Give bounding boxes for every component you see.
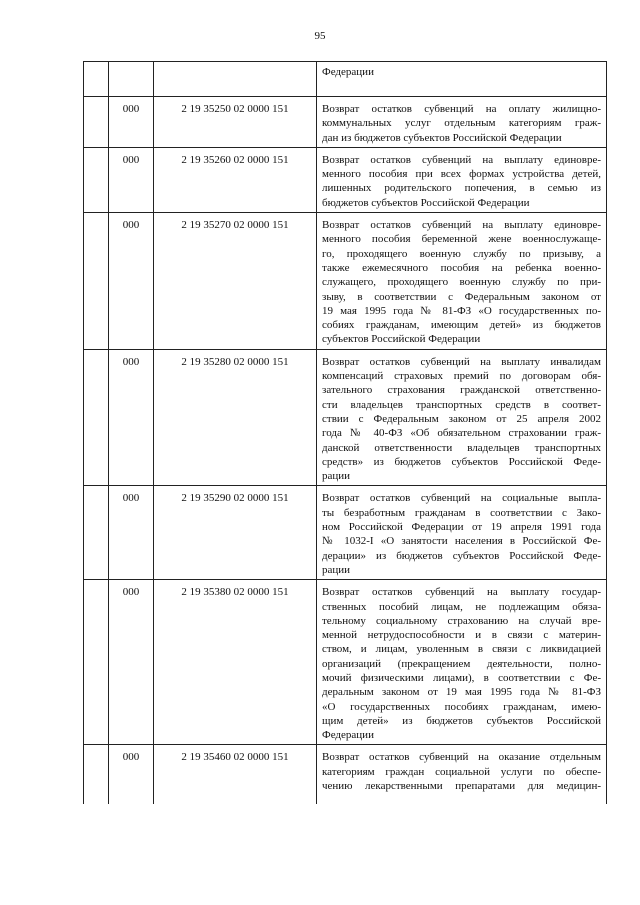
income-name-line: данской ответственности владельцев транспортных xyxy=(322,441,601,454)
income-name-cell xyxy=(317,147,607,212)
income-name-line: Федерации xyxy=(322,66,374,78)
income-name-line: менного пособия беременной жене военнослужаще- xyxy=(322,233,601,246)
budget-code-cell: 2 19 35460 02 0000 151 xyxy=(154,745,317,805)
budget-classification-table xyxy=(83,61,607,804)
income-name-line: дан из бюджетов субъектов Российской Федерации xyxy=(322,131,562,144)
admin-code-cell: 000 xyxy=(109,486,154,580)
income-name-line: года № 40-ФЗ «Об обязательном страховании граж- xyxy=(322,427,601,440)
admin-code-cell: 000 xyxy=(109,349,154,486)
table-row xyxy=(84,147,607,212)
table-row xyxy=(84,97,607,148)
income-name-line: бюджетов субъектов Российской Федерации xyxy=(322,196,530,209)
income-name-line: «О государственных пособиях гражданам, имею- xyxy=(322,700,601,713)
income-name-line: собиях гражданам, имеющим детей» из бюджетов xyxy=(322,319,601,332)
budget-code-cell: 2 19 35270 02 0000 151 xyxy=(154,213,317,350)
income-name-line: также ежемесячного пособия на ребенка военно- xyxy=(322,261,601,274)
table-row xyxy=(84,745,607,805)
income-name-line: рации xyxy=(322,563,351,576)
budget-code-cell xyxy=(154,62,317,97)
income-name-line: дерации» из бюджетов субъектов Российской Феде- xyxy=(322,549,601,562)
income-name-line: Возврат остатков субвенций на выплату инвалидам xyxy=(322,355,601,368)
income-name-line: Возврат остатков субвенций на выплату единовре- xyxy=(322,153,601,166)
income-name-line: менной нетрудоспособности и в связи с материн- xyxy=(322,629,601,642)
empty-cell xyxy=(84,349,109,486)
income-name-line: менного пособия при всех формах устройства детей, xyxy=(322,168,601,181)
income-name-line: го, проходящего военную службу по призыву, а xyxy=(322,247,601,260)
income-name-line: Возврат остатков субвенций на оплату жилищно- xyxy=(322,103,601,115)
income-name-line: ственных пособий лицам, не подлежащим обяза- xyxy=(322,600,601,613)
income-name-cell xyxy=(317,745,607,805)
empty-cell xyxy=(84,213,109,350)
table-row xyxy=(84,486,607,580)
income-name-cell xyxy=(317,580,607,745)
income-name-line: лишенных родительского попечения, в семью из xyxy=(322,182,601,195)
empty-cell xyxy=(84,62,109,97)
income-name-line: Федерации xyxy=(322,729,374,742)
income-name-line: зыву, в соответствии с Федеральным законом от xyxy=(322,290,601,303)
empty-cell xyxy=(84,486,109,580)
income-name-line: категориям граждан социальной услуги по обеспе- xyxy=(322,765,601,778)
table-row xyxy=(84,349,607,486)
income-name-cell xyxy=(317,486,607,580)
page-number: 95 xyxy=(314,30,326,42)
income-name-line: организаций (прекращением деятельности, полно- xyxy=(322,657,601,670)
income-name-line: ством, и лицам, уволенным в связи с ликвидацией xyxy=(322,643,601,656)
budget-code-cell: 2 19 35260 02 0000 151 xyxy=(154,147,317,212)
income-name-cell xyxy=(317,62,607,97)
admin-code-cell: 000 xyxy=(109,745,154,805)
income-name-cell xyxy=(317,349,607,486)
admin-code-cell: 000 xyxy=(109,97,154,148)
income-name-line: рации xyxy=(322,470,351,483)
admin-code-cell xyxy=(109,62,154,97)
table-row xyxy=(84,213,607,350)
budget-code-cell: 2 19 35380 02 0000 151 xyxy=(154,580,317,745)
empty-cell xyxy=(84,147,109,212)
income-name-line: служащего, проходящего военную службу по при- xyxy=(322,276,601,289)
table-row xyxy=(84,580,607,745)
empty-cell xyxy=(84,97,109,148)
income-name-line: ствии с Федеральным законом от 25 апреля 2002 xyxy=(322,412,601,425)
income-name-line: ном Российской Федерации от 19 апреля 1991 года xyxy=(322,521,601,534)
income-name-line: мочий физическими лицами), в соответствии с Фе- xyxy=(322,671,601,684)
income-name-line: субъектов Российской Федерации xyxy=(322,333,481,346)
income-name-cell xyxy=(317,213,607,350)
admin-code-cell: 000 xyxy=(109,580,154,745)
table-row xyxy=(84,62,607,97)
empty-cell xyxy=(84,580,109,745)
income-name-line: коммунальных услуг отдельным категориям граж- xyxy=(322,117,601,130)
income-name-line: Возврат остатков субвенций на выплату единовре- xyxy=(322,219,601,232)
income-name-line: средств» из бюджетов субъектов Российской Феде- xyxy=(322,455,601,468)
admin-code-cell: 000 xyxy=(109,147,154,212)
table-body xyxy=(84,62,607,805)
income-name-line: Возврат остатков субвенций на социальные выпла- xyxy=(322,492,601,505)
income-name-line: компенсаций страховых премий по договорам обя- xyxy=(322,370,601,383)
income-name-cell xyxy=(317,97,607,148)
income-name-line: сти владельцев транспортных средств в соответ- xyxy=(322,398,601,411)
income-name-line: 19 мая 1995 года № 81-ФЗ «О государственных по- xyxy=(322,304,601,317)
income-name-line: Возврат остатков субвенций на оказание отдельным xyxy=(322,751,601,764)
budget-code-cell: 2 19 35250 02 0000 151 xyxy=(154,97,317,148)
income-name-line: тельному социальному страхованию на случай вре- xyxy=(322,614,601,627)
income-name-line: ты безработным гражданам в соответствии с Зако- xyxy=(322,506,601,519)
budget-code-cell: 2 19 35280 02 0000 151 xyxy=(154,349,317,486)
budget-code-cell: 2 19 35290 02 0000 151 xyxy=(154,486,317,580)
income-name-line: чению лекарственными препаратами для медицин- xyxy=(322,780,601,793)
income-name-line: № 1032-I «О занятости населения в Российской Фе- xyxy=(322,535,601,548)
admin-code-cell: 000 xyxy=(109,213,154,350)
income-name-line: зательного страхования гражданской ответственно- xyxy=(322,384,601,397)
income-name-line: Возврат остатков субвенций на выплату государ- xyxy=(322,586,601,599)
income-name-line: деральным законом от 19 мая 1995 года № 81-ФЗ xyxy=(322,686,601,699)
income-name-line: щим детей» из бюджетов субъектов Российской xyxy=(322,714,601,727)
empty-cell xyxy=(84,745,109,805)
